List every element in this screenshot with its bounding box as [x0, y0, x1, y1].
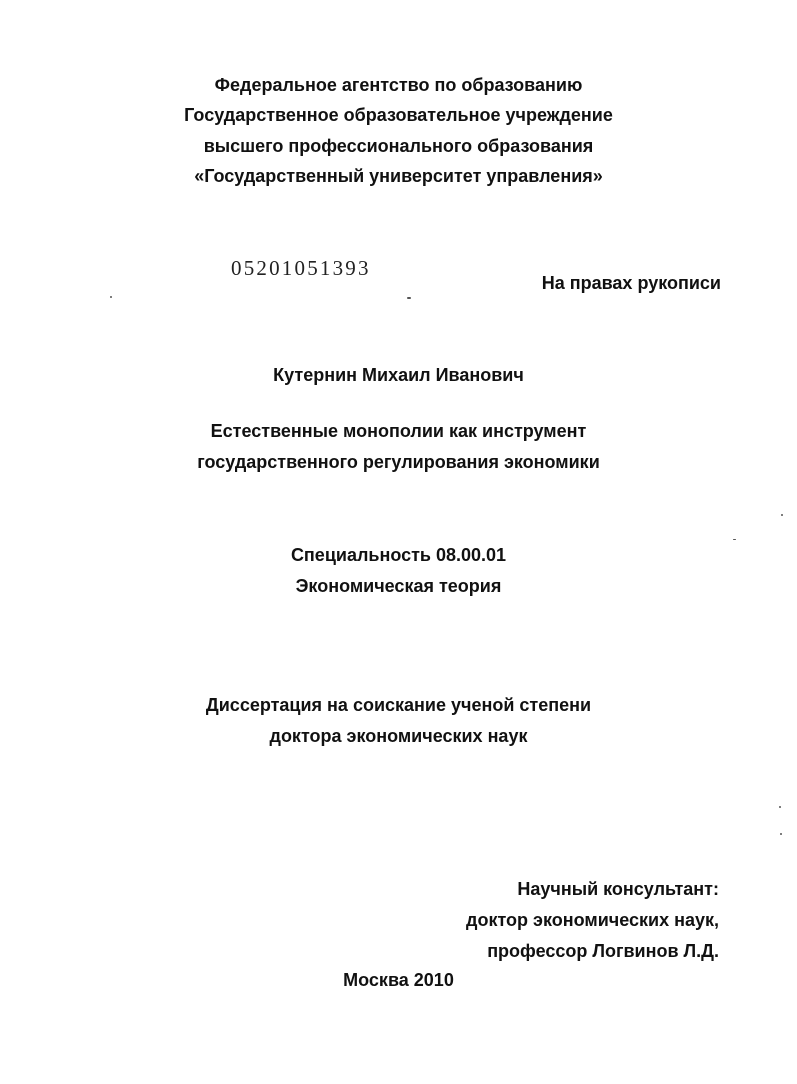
author-name: Кутернин Михаил Иванович — [273, 365, 524, 385]
scan-speck — [779, 806, 781, 808]
scan-speck — [733, 539, 736, 540]
scan-speck — [780, 833, 782, 835]
consultant-degree: доктор экономических наук, — [466, 910, 719, 930]
specialty-name: Экономическая теория — [295, 576, 502, 596]
library-stamp-number: 05201051393 — [231, 256, 371, 280]
consultant-name: профессор Логвинов Л.Д. — [487, 941, 719, 961]
scan-speck — [781, 514, 783, 516]
scan-speck — [407, 297, 411, 299]
city-year: Москва 2010 — [343, 970, 454, 990]
header-agency: Федеральное агентство по образованию — [214, 75, 583, 95]
dissertation-title-line1: Естественные монополии как инструмент — [210, 421, 587, 441]
degree-line1: Диссертация на соискание ученой степени — [205, 695, 592, 715]
header-institution-type: Государственное образовательное учреждение — [184, 105, 613, 125]
header-education-level: высшего профессионального образования — [203, 136, 594, 156]
manuscript-rights-label: На правах рукописи — [541, 273, 721, 293]
consultant-label: Научный консультант: — [517, 879, 719, 899]
header-university-name: «Государственный университет управления» — [194, 166, 603, 186]
specialty-code: Специальность 08.00.01 — [290, 545, 507, 565]
degree-line2: доктора экономических наук — [269, 726, 528, 746]
dissertation-title-line2: государственного регулирования экономики — [197, 452, 600, 472]
scan-speck — [110, 296, 112, 298]
